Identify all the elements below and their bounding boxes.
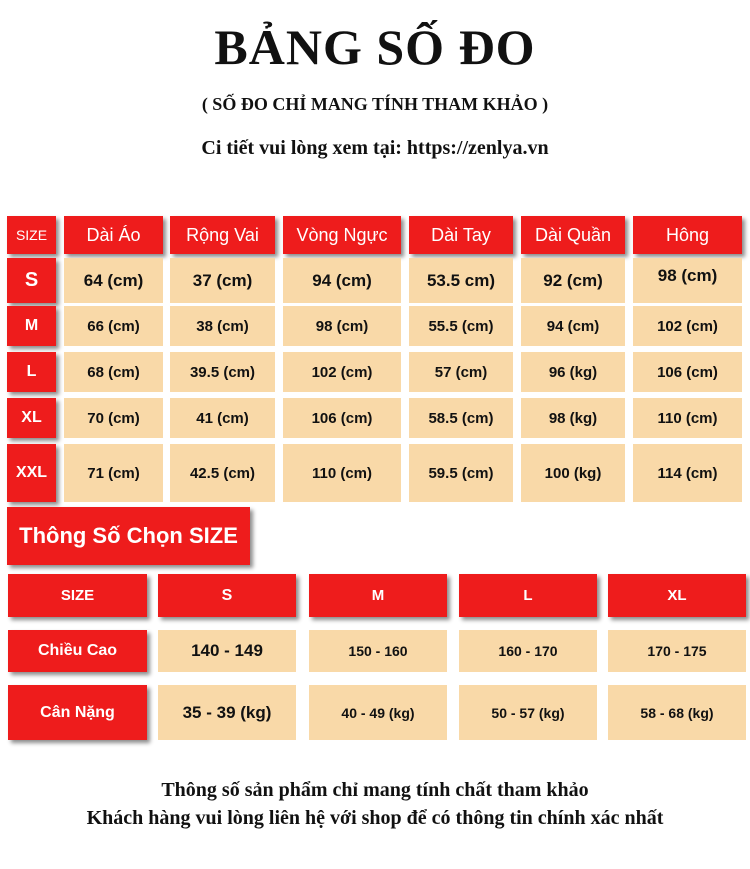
footer-note-line-1: Thông số sản phẩm chỉ mang tính chất tham khảo <box>161 779 589 801</box>
size-table-cell: 37 (cm) <box>170 258 275 303</box>
size-table-cell: 59.5 (cm) <box>409 444 513 502</box>
size-table-cell: 96 (kg) <box>521 352 625 392</box>
size-table-cell: 39.5 (cm) <box>170 352 275 392</box>
choose-size-header-s: S <box>158 574 296 617</box>
choose-size-cell: 150 - 160 <box>309 630 447 672</box>
size-table-cell: 92 (cm) <box>521 258 625 303</box>
choose-size-header-l: L <box>459 574 597 617</box>
size-table-cell: 110 (cm) <box>633 398 742 438</box>
size-table-cell: 94 (cm) <box>521 306 625 346</box>
size-table-cell: 98 (cm) <box>283 306 401 346</box>
choose-size-cell: 40 - 49 (kg) <box>309 685 447 740</box>
choose-size-cell: 58 - 68 (kg) <box>608 685 746 740</box>
choose-size-header-xl: XL <box>608 574 746 617</box>
page-subtitle: ( SỐ ĐO CHỈ MANG TÍNH THAM KHẢO ) <box>201 94 549 114</box>
choose-size-header-size: SIZE <box>8 574 147 617</box>
size-table-cell: 42.5 (cm) <box>170 444 275 502</box>
choose-size-header-m: M <box>309 574 447 617</box>
size-table-cell: 53.5 cm) <box>409 258 513 303</box>
size-table-cell: 98 (cm) <box>633 258 742 303</box>
size-table-header-vong-nguc: Vòng Ngực <box>283 216 401 254</box>
size-table-cell: 102 (cm) <box>633 306 742 346</box>
size-table-header-dai-tay: Dài Tay <box>409 216 513 254</box>
size-table-header-dai-quan: Dài Quần <box>521 216 625 254</box>
size-table-cell: 58.5 (cm) <box>409 398 513 438</box>
size-table-cell: 57 (cm) <box>409 352 513 392</box>
page-title: BẢNG SỐ ĐO <box>214 19 536 75</box>
size-table-header-size: SIZE <box>7 216 56 254</box>
size-table-cell: 110 (cm) <box>283 444 401 502</box>
choose-size-row-label-weight: Cân Nặng <box>8 685 147 740</box>
size-table-cell: 94 (cm) <box>283 258 401 303</box>
choose-size-cell: 170 - 175 <box>608 630 746 672</box>
size-table-row-label: XXL <box>7 444 56 502</box>
size-table-cell: 106 (cm) <box>283 398 401 438</box>
size-table-cell: 70 (cm) <box>64 398 163 438</box>
size-table-header-rong-vai: Rộng Vai <box>170 216 275 254</box>
choose-size-cell: 35 - 39 (kg) <box>158 685 296 740</box>
size-table-cell: 106 (cm) <box>633 352 742 392</box>
size-table-cell: 66 (cm) <box>64 306 163 346</box>
size-table-cell: 41 (cm) <box>170 398 275 438</box>
footer-note-line-2: Khách hàng vui lòng liên hệ với shop để có thông tin chính xác nhất <box>86 807 664 829</box>
size-table-row-label: L <box>7 352 56 392</box>
size-table-cell: 100 (kg) <box>521 444 625 502</box>
size-table-cell: 102 (cm) <box>283 352 401 392</box>
reference-link-line: Ci tiết vui lòng xem tại: https://zenlya.vn <box>201 137 549 159</box>
size-table-cell: 55.5 (cm) <box>409 306 513 346</box>
size-table-row-label: XL <box>7 398 56 438</box>
size-table-cell: 68 (cm) <box>64 352 163 392</box>
choose-size-row-label-height: Chiều Cao <box>8 630 147 672</box>
size-table-header-hong: Hông <box>633 216 742 254</box>
choose-size-cell: 140 - 149 <box>158 630 296 672</box>
choose-size-cell: 50 - 57 (kg) <box>459 685 597 740</box>
size-table-cell: 98 (kg) <box>521 398 625 438</box>
choose-size-cell: 160 - 170 <box>459 630 597 672</box>
size-table-cell: 114 (cm) <box>633 444 742 502</box>
size-table-cell: 38 (cm) <box>170 306 275 346</box>
choose-size-title: Thông Số Chọn SIZE <box>7 507 250 565</box>
size-table-cell: 64 (cm) <box>64 258 163 303</box>
size-table-row-label: S <box>7 258 56 303</box>
size-table-cell: 71 (cm) <box>64 444 163 502</box>
size-table-row-label: M <box>7 306 56 346</box>
size-table-header-dai-ao: Dài Áo <box>64 216 163 254</box>
